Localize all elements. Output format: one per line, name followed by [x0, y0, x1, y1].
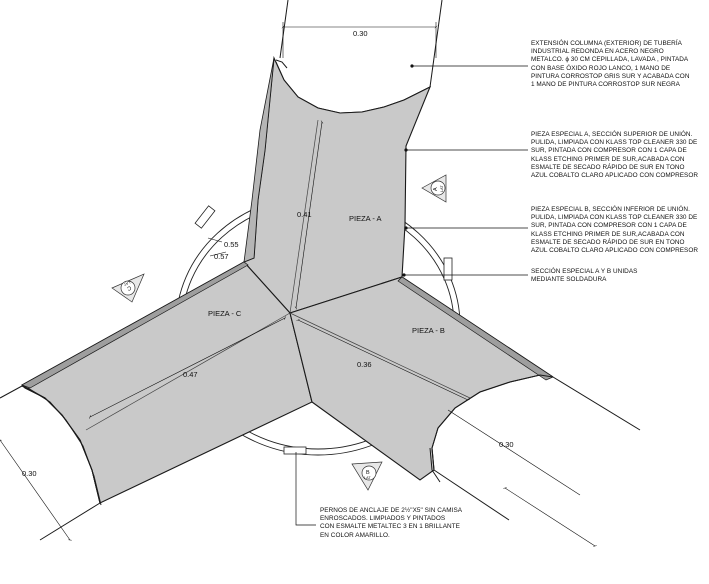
piece-b-label: PIEZA - B	[412, 326, 445, 335]
dim-ring-outer: 0.57	[214, 252, 229, 261]
note-piece-b: PIEZA ESPECIAL B, SECCIÓN INFERIOR DE UNIÓN. PULIDA, LIMPIADA CON KLASS TOP CLEANER 330 DE SUR, PINTADA CON COMPRESOR CON 1 CAPA DE KLASS ETCHING PRIMER DE SUR,ACABADA CON ESMALTE DE SECADO RÁPIDO DE SUR EN TONO AZUL COBALTO CLARO APLICADO CON COMPRESOR	[531, 206, 699, 255]
dim-right-diameter: 0.30	[499, 440, 514, 449]
view-marker-c	[112, 274, 144, 302]
dim-arm-b: 0.36	[357, 360, 372, 369]
view-marker-a	[422, 175, 446, 202]
piece-c-body	[22, 262, 312, 503]
piece-c-label: PIEZA - C	[208, 309, 242, 318]
dim-ring-inner: 0.55	[224, 240, 239, 249]
note-anchor-bolts: PERNOS DE ANCLAJE DE 2½"X5" SIN CAMISA ENROSCADOS. LIMPIADOS Y PINTADOS CON ESMALTE METALTEC 3 EN 1 BRILLANTE EN COLOR AMARILLO.	[320, 507, 463, 539]
piece-a-body	[244, 58, 430, 313]
note-column-extension: EXTENSIÓN COLUMNA (EXTERIOR) DE TUBERÍA INDUSTRIAL REDONDA EN ACERO NEGRO METALCO. ɸ 30 CM CEPILLADA, LAVADA , PINTADA CON BASE ÓXIDO ROJO LANCO, 1 MANO DE PINTURA CORROSTOP GRIS SUR Y ACABADA CON 1 MANO DE PINTURA CORROSTOP SUR NEGRA	[531, 40, 690, 89]
piece-b-body	[290, 277, 553, 480]
view-marker-c-letter: C	[126, 284, 132, 292]
dim-top-diameter: 0.30	[353, 29, 368, 38]
view-marker-c-sub: LAT	[123, 280, 131, 287]
view-marker-a-sub: LAT	[440, 185, 444, 192]
view-marker-a-letter: A	[433, 187, 439, 191]
view-marker-b-sub: LAT	[364, 476, 371, 480]
note-welded-section: SECCIÓN ESPECIAL A Y B UNIDAS MEDIANTE SOLDADURA	[531, 268, 638, 284]
dim-left-diameter: 0.30	[22, 469, 37, 478]
view-marker-b-letter: B	[366, 470, 370, 476]
piece-a-label: PIEZA - A	[349, 214, 382, 223]
note-piece-a: PIEZA ESPECIAL A, SECCIÓN SUPERIOR DE UNIÓN. PULIDA, LIMPIADA CON KLASS TOP CLEANER 330 DE SUR, PINTADA CON COMPRESOR CON 1 CAPA DE KLASS ETCHING PRIMER DE SUR,ACABADA CON ESMALTE DE SECADO RÁPIDO DE SUR EN TONO AZUL COBALTO CLARO APLICADO CON COMPRESOR	[531, 131, 699, 180]
dim-arm-c: 0.47	[183, 370, 198, 379]
view-marker-b	[352, 462, 382, 490]
dim-arm-a: 0.41	[297, 210, 312, 219]
